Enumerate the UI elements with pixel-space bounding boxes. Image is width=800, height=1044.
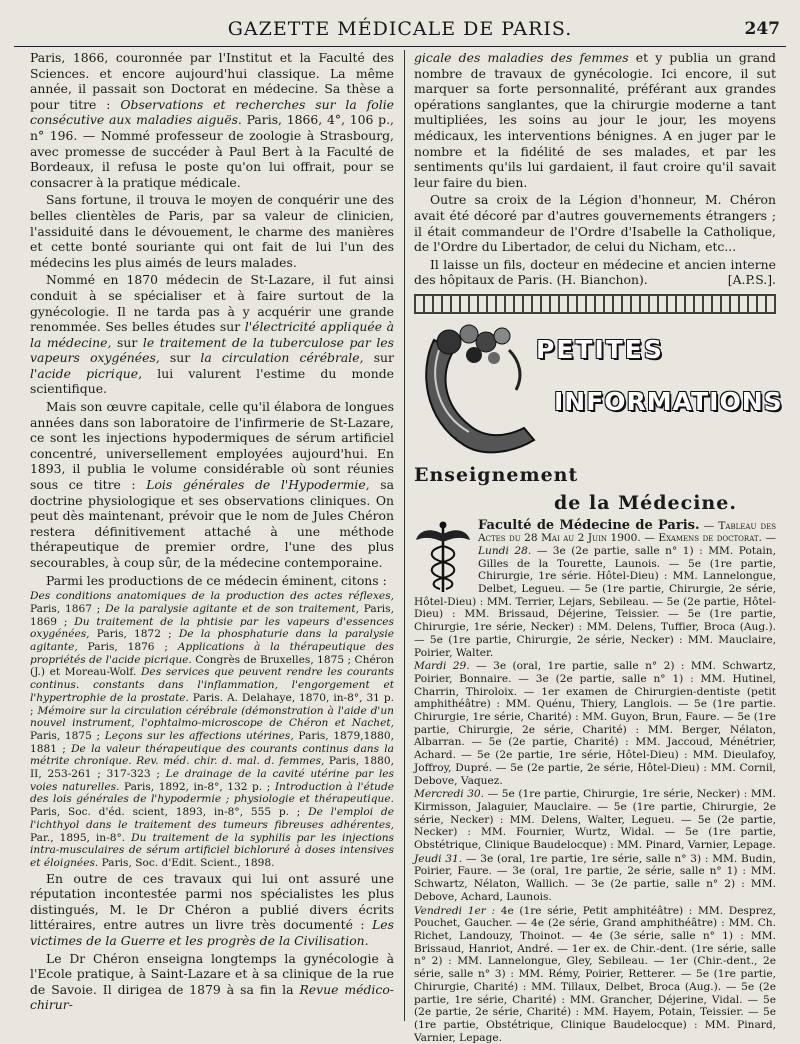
paragraph: Parmi les productions de ce médecin éminent, citons : bbox=[30, 573, 394, 589]
page-number: 247 bbox=[745, 19, 781, 39]
page-header bbox=[14, 10, 786, 47]
banner-title-petites: PETITES bbox=[536, 342, 664, 358]
petites-informations-banner bbox=[414, 320, 776, 496]
paragraph: Sans fortune, il trouva le moyen de conquérir une des belles clientèles de Paris, par sa valeur de clinicien, l'assiduité dans le dévouement, le charme des manières et cette bonté souriante qui ont fait de lui l'un des médecins les plus aimés de leurs malades. bbox=[30, 192, 394, 270]
paragraph: Le Dr Chéron enseigna longtemps la gynécologie à l'Ecole pratique, à Saint-Lazare et à sa clinique de la rue de Savoie. Il dirigea de 1879 à sa fin la Revue médico-chirur- bbox=[30, 951, 394, 1013]
journal-title: GAZETTE MÉDICALE DE PARIS. bbox=[14, 18, 786, 40]
right-column bbox=[414, 50, 776, 1021]
faculty-title: Faculté de Médecine de Paris. bbox=[478, 518, 700, 533]
cornucopia-icon bbox=[414, 320, 544, 470]
signature: [A.P.S.]. bbox=[712, 272, 776, 288]
paragraph: Outre sa croix de la Légion d'honneur, M. Chéron avait été décoré par d'autres gouvernements étrangers ; il était commandeur de l'Ordre d'Isabelle la Catholique, de l'Ordre du Libertador, de celui du Nicham, etc... bbox=[414, 192, 776, 254]
banner-title-informations: INFORMATIONS bbox=[554, 394, 783, 410]
left-column bbox=[30, 50, 394, 1021]
paragraph: gicale des maladies des femmes et y publia un grand nombre de travaux de gynécologie. Ici encore, il sut marquer sa forte personnalité, préférant aux grandes opérations sanglantes, que la chirurgie moderne a tant multipliées, les soins au jour le jour, les moyens médicaux, les interventions bénignes. A en juger par le nombre et la fidélité de ses malades, et par les sentiments qu'ils lui gardaient, il faut croire qu'il savait leur faire du bien. bbox=[414, 50, 776, 190]
column-divider bbox=[404, 50, 405, 1021]
paragraph: Paris, 1866, couronnée par l'Institut et la Faculté des Sciences. et encore aujourd'hui classique. La même année, il passait son Doctorat en médecine. Sa thèse a pour titre : Observations et recherches sur la folie consécutive aux maladies aiguës. Paris, 1866, 4°, 106 p., n° 196. — Nommé professeur de zoologie à Strasbourg, avec promesse de succéder à Paul Bert à la Faculté de Bordeaux, il refusa le poste qu'on lui offrait, pour se consacrer à la pratique médicale. bbox=[30, 50, 394, 190]
faculty-schedule: Faculté de Médecine de Paris. — Tableau des Actes du 28 Mai au 2 Juin 1900. — Examens de doctorat. — Lundi 28. — 3e (2e partie, salle n° 1) : MM. Potain, Gilles de la Tourette, Launois. — 5e (1re partie, Chirurgie, 1re série. Hôtel-Dieu) : MM. Lannelongue, Delbet, Legueu. — 5e (1re partie, Chirurgie, 2e série, Hôtel-Dieu) : MM. Terrier, Lejars, Sebileau. — 5e (2e partie, Hôtel-Dieu) : MM. Brissaud, Déjerine, Teissier. — 5e (1re partie, Chirurgie, 1re série, Necker) : MM. Delens, Tuffier, Broca (Aug.). — 5e (1re partie, Chirurgie, 2e série, Necker) : MM. Mauclaire, Poirier, Walter. Mardi 29. — 3e (oral, 1re partie, salle n° 2) : MM. Schwartz, Poirier, Bonnaire. — 3e (2e partie, salle n° 1) : MM. Hutinel, Charrin, Thiroloix. — 1er examen de Chirurgien-dentiste (petit amphithéâtre) : MM. Quénu, Thiery, Langlois. — 5e (1re partie. Chirurgie, 1re série, Charité) : MM. Guyon, Brun, Faure. — 5e (1re partie, Chirurgie, 2e série, Charité) : MM. Berger, Nélaton, Albarran. — 5e (2e partie, Charité) : MM. Jaccoud, Ménétrier, Achard. — 5e (2e partie, 1re série, Hôtel-Dieu) : MM. Dieulafoy, Joffroy, Dupré. — 5e (2e partie, 2e série, Hôtel-Dieu) : MM. Cornil, Debove, Vaquez. Mercredi 30. — 5e (1re partie, Chirurgie, 1re série, Necker) : MM. Kirmisson, Jalaguier, Mauclaire. — 5e (1re partie, Chirurgie, 2e série, Necker) : MM. Delens, Walter, Legueu. — 5e (2e partie, Necker) : MM. Fournier, Wurtz, Widal. — 5e (1re partie, Obstétrique, Clinique Baudelocque) : MM. Pinard, Varnier, Lepage. Jeudi 31. — 3e (oral, 1re partie, 1re série, salle n° 3) : MM. Budin, Poirier, Faure. — 3e (oral, 1re partie, 2e série, salle n° 1) : MM. Schwartz, Nélaton, Wallich. — 3e (2e partie, salle n° 2) : MM. Debove, Achard, Launois. Vendredi 1er : 4e (1re série, Petit amphitéâtre) : MM. Desprez, Pouchet, Gaucher. — 4e (2e série, Grand amphithéâtre) : MM. Ch. Richet, Landouzy, Thoinot. — 4e (3e série, salle n° 1) : MM. Brissaud, Hanriot, André. — 1er ex. de Chir.-dent. (1re série, salle n° 2) : MM. Lannelongue, Gley, Sebileau. — 1er (Chir.-dent., 2e série, salle n° 3) : MM. Rémy, Poirier, Retterer. — 5e (1re partie, Chirurgie, Charité) : MM. Tillaux, Delbet, Broca (Aug.). — 5e (2e partie, 1re série, Charité) : MM. Grancher, Déjerine, Vidal. — 5e (2e partie, 2e série, Charité) : MM. Hayem, Potain, Teissier. — 5e (1re partie, Obstétrique, Clinique Baudelocque) : MM. Pinard, Varnier, Lepage. bbox=[414, 520, 776, 1044]
caduceus-icon bbox=[414, 520, 472, 594]
thesis-title: Observations et recherches sur la folie consécutive aux maladies aiguës. bbox=[30, 97, 394, 128]
paragraph: Mais son œuvre capitale, celle qu'il élabora de longues années dans son laboratoire de l'infirmerie de St-Lazare, ce sont les injections hypodermiques de sérum artificiel concentré, universellement employées aujourd'hui. En 1893, il publia le volume considérable où sont réunies sous ce titre : Lois générales de l'Hypodermie, sa doctrine physiologique et ses observations cliniques. On peut dès maintenant, prévoir que le nom de Jules Chéron restera définitivement attaché à une méthode thérapeutique de premier ordre, l'une des plus secourables, à coup sûr, de la médecine contemporaine. bbox=[30, 399, 394, 571]
paragraph: Nommé en 1870 médecin de St-Lazare, il fut ainsi conduit à se spécialiser et à faire surtout de la gynécologie. Il ne tarda pas à y acquérir une grande renommée. Ses belles études sur l'électricité appliquée à la médecine, sur le traitement de la tuberculose par les vapeurs oxygénées, sur la circulation cérébrale, sur l'acide picrique, lui valurent l'estime du monde scientifique. bbox=[30, 272, 394, 397]
paragraph: Il laisse un fils, docteur en médecine et ancien interne des hôpitaux de Paris. (H. Bianchon). [A.P.S.]. bbox=[414, 257, 776, 288]
paragraph: En outre de ces travaux qui lui ont assuré une réputation incontestée parmi nos spécialistes les plus distingués, M. le Dr Chéron a publié divers écrits littéraires, entre autres un livre très documenté : Les victimes de la Guerre et les progrès de la Civilisation. bbox=[30, 871, 394, 949]
ornamental-divider bbox=[414, 294, 776, 314]
section-heading: Enseignement bbox=[414, 468, 578, 484]
section-subheading: de la Médecine. bbox=[554, 496, 776, 512]
bibliography: Des conditions anatomiques de la production des actes réflexes, Paris, 1867 ; De la paralysie agitante et de son traitement, Paris, 1869 ; Du traitement de la phtisie par les vapeurs d'essences oxygénées, Paris, 1872 ; De la phosphaturie dans la paralysie agitante, Paris, 1876 ; Applications à la thérapeutique des propriétés de l'acide picrique. Congrès de Bruxelles, 1875 ; Chéron (J.) et Moreau-Wolf. Des services que peuvent rendre les courants continus. constants dans l'inflammation, l'engorgement et l'hypertrophie de la prostate. Paris. A. Delahaye, 1870, in-8°, 31 p. ; Mémoire sur la circulation cérébrale (démonstration à l'aide d'un nouvel instrument, l'ophtalmo-microscope de Chéron et Nachet, Paris, 1875 ; Leçons sur les affections utérines, Paris, 1879,1880, 1881 ; De la valeur thérapeutique des courants continus dans la métrite chronique. Rev. méd. chir. d. mal. d. femmes, Paris, 1880, II, 253-261 ; 317-323 ; Le drainage de la cavité utérine par les voies naturelles. Paris, 1892, in-8°, 132 p. ; Introduction à l'étude des lois générales de l'hypodermie ; physiologie et thérapeutique. Paris, Soc. d'éd. scient, 1893, in-8°, 555 p. ; De l'emploi de l'ichthyol dans le traitement des tumeurs fibreuses adhérentes, Par., 1895, in-8°. Du traitement de la syphilis par les injections intra-musculaires de sérum artificiel bichloruré à doses intensives et éloignées. Paris, Soc. d'Edit. Scient., 1898. bbox=[30, 590, 394, 869]
